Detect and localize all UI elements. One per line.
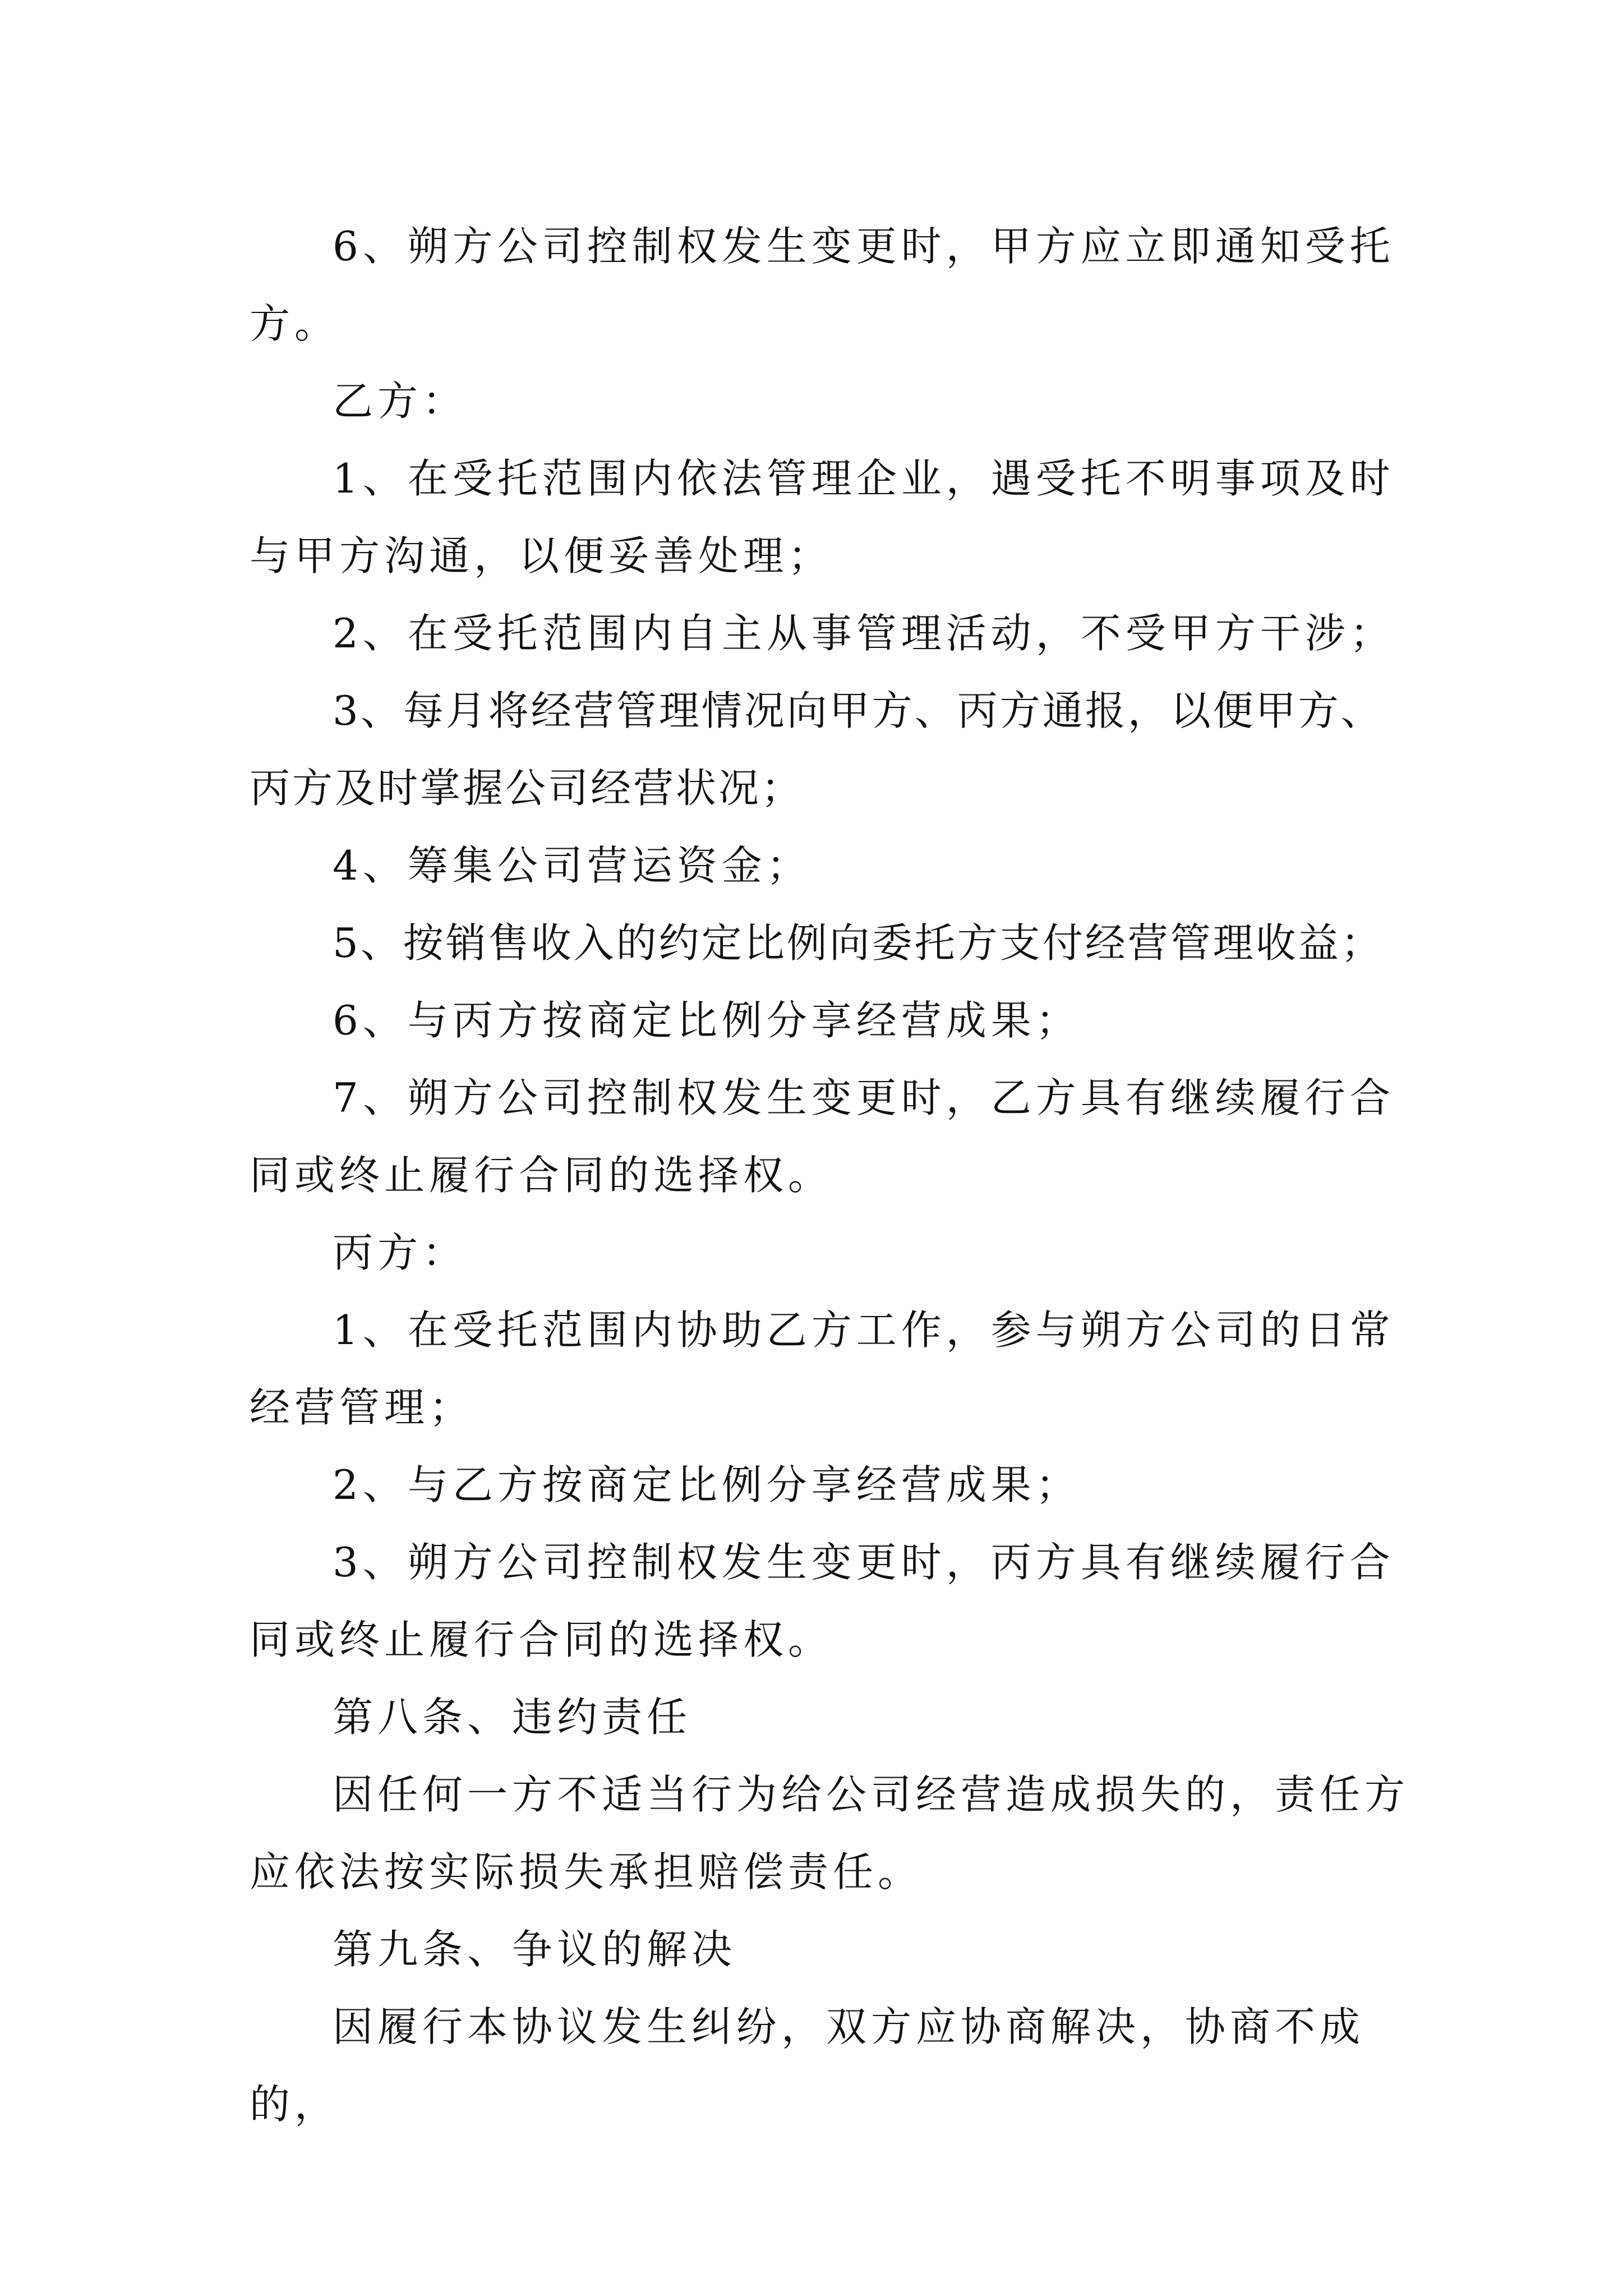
heading-party-b: 乙方： — [333, 378, 468, 425]
heading-article-8: 第八条、违约责任 — [333, 1694, 692, 1741]
paragraph-party-c-item-3: 3、朔方公司控制权发生变更时，丙方具有继续履行合同或终止履行合同的选择权。 — [250, 1539, 1395, 1663]
paragraph-party-b-item-5: 5、按销售收入的约定比例向委托方支付经营管理收益； — [333, 919, 1384, 967]
paragraph-party-b-item-1: 1、在受托范围内依法管理企业，遇受托不明事项及时与甲方沟通，以便妥善处理； — [250, 455, 1395, 579]
paragraph-party-c-item-1: 1、在受托范围内协助乙方工作，参与朔方公司的日常经营管理； — [250, 1306, 1395, 1431]
paragraph-article-9-body: 因履行本协议发生纠纷，双方应协商解决，协商不成的， — [250, 2003, 1365, 2128]
paragraph-party-b-item-6: 6、与丙方按商定比例分享经营成果； — [333, 997, 1081, 1044]
paragraph-party-b-item-3: 3、每月将经营管理情况向甲方、丙方通报，以便甲方、丙方及时掌握公司经营状况； — [250, 687, 1384, 812]
document-body — [250, 208, 1416, 2143]
paragraph-party-c-item-2: 2、与乙方按商定比例分享经营成果； — [333, 1461, 1081, 1508]
heading-article-9: 第九条、争议的解决 — [333, 1926, 737, 1973]
paragraph-party-b-item-7: 7、朔方公司控制权发生变更时，乙方具有继续履行合同或终止履行合同的选择权。 — [250, 1074, 1395, 1199]
heading-party-c: 丙方： — [333, 1229, 468, 1276]
paragraph-party-b-item-2: 2、在受托范围内自主从事管理活动，不受甲方干涉； — [333, 610, 1395, 657]
paragraph-party-b-item-4: 4、筹集公司营运资金； — [333, 842, 811, 889]
paragraph-article-8-body: 因任何一方不适当行为给公司经营造成损失的，责任方应依法按实际损失承担赔偿责任。 — [250, 1771, 1410, 1895]
paragraph-party-a-item-6: 6、朔方公司控制权发生变更时，甲方应立即通知受托方。 — [250, 223, 1395, 347]
